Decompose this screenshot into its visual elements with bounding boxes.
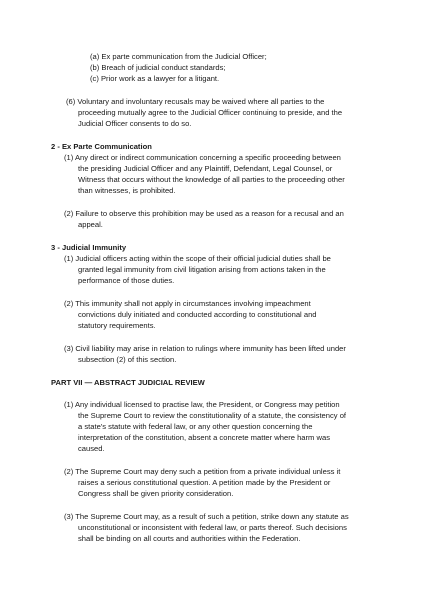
part-7-para-1-line-2: the Supreme Court to review the constitutionality of a statute, the consistency of	[78, 411, 347, 420]
section-2-para-1-line-1: (1) Any direct or indirect communication concerning a specific proceeding between	[64, 153, 341, 162]
section-2-para-2-line-2: appeal.	[78, 220, 103, 229]
list-item-c: (c) Prior work as a lawyer for a litigant.	[90, 74, 220, 83]
section-3-para-1-line-1: (1) Judicial officers acting within the scope of their official judicial duties shall be	[64, 254, 331, 263]
part-7-para-3-line-1: (3) The Supreme Court may, as a result of such a petition, strike down any statute as	[64, 512, 349, 521]
part-7-para-1-line-5: caused.	[78, 444, 105, 453]
section-3-para-3-line-2: subsection (2) of this section.	[78, 355, 177, 364]
part-7-para-1-line-3: a state's statute with federal law, or any other question concerning the	[78, 422, 313, 431]
section-2-para-1-line-3: Witness that occurs without the knowledge of all parties to the proceeding other	[78, 175, 345, 184]
section-3-heading: 3 - Judicial Immunity	[51, 243, 127, 252]
item-6-line-3: Judicial Officer consents to do so.	[78, 119, 192, 128]
section-2-para-1-line-4: than witnesses, is prohibited.	[78, 186, 176, 195]
list-item-b: (b) Breach of judicial conduct standards;	[90, 63, 226, 72]
section-2-para-2-line-1: (2) Failure to observe this prohibition may be used as a reason for a recusal and an	[64, 209, 344, 218]
part-7-heading: PART VII — ABSTRACT JUDICIAL REVIEW	[51, 378, 205, 387]
list-item-a: (a) Ex parte communication from the Judicial Officer;	[90, 52, 267, 61]
part-7-para-1-line-1: (1) Any individual licensed to practise law, the President, or Congress may petition	[64, 400, 340, 409]
part-7-para-1-line-4: interpretation of the constitution, absent a concrete matter where harm was	[78, 433, 330, 442]
item-6-line-2: proceeding mutually agree to the Judicial Officer continuing to preside, and the	[78, 108, 343, 117]
item-6-line-1: (6) Voluntary and involuntary recusals may be waived where all parties to the	[66, 97, 325, 106]
part-7-para-2-line-2: raises a serious constitutional question. A petition made by the President or	[78, 478, 331, 487]
part-7-para-2-line-1: (2) The Supreme Court may deny such a petition from a private individual unless it	[64, 467, 341, 476]
part-7-para-3-line-3: shall be binding on all courts and authorities within the Federation.	[78, 534, 301, 543]
section-3-para-1-line-3: performance of those duties.	[78, 276, 175, 285]
section-3-para-2-line-3: statutory requirements.	[78, 321, 156, 330]
part-7-para-2-line-3: Congress shall be given priority consideration.	[78, 489, 234, 498]
section-3-para-2-line-1: (2) This immunity shall not apply in circumstances involving impeachment	[64, 299, 311, 308]
section-3-para-1-line-2: granted legal immunity from civil litigation arising from actions taken in the	[78, 265, 326, 274]
section-2-heading: 2 - Ex Parte Communication	[51, 142, 152, 151]
section-3-para-2-line-2: convictions duly initiated and conducted according to constitutional and	[78, 310, 317, 319]
section-2-para-1-line-2: the presiding Judicial Officer and any Plaintiff, Defendant, Legal Counsel, or	[78, 164, 333, 173]
section-3-para-3-line-1: (3) Civil liability may arise in relation to rulings where immunity has been lifted under	[64, 344, 346, 353]
part-7-para-3-line-2: unconstitutional or inconsistent with federal law, or parts thereof. Such decisions	[78, 523, 347, 532]
